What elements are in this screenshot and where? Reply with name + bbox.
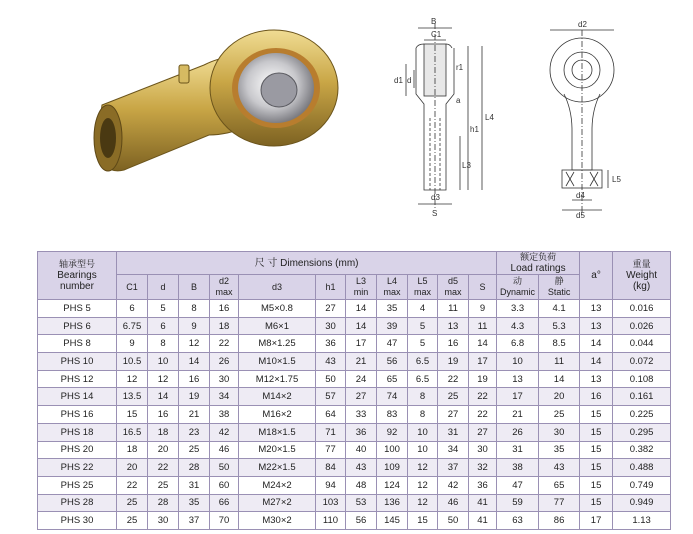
cell-l3: 21 [346,353,377,371]
cell-dynamic: 59 [497,494,539,512]
cell-l5: 6.5 [408,370,438,388]
cell-d2: 30 [210,370,239,388]
cell-d2: 42 [210,423,239,441]
cell-s: 22 [469,388,497,406]
cell-l4: 109 [377,459,408,477]
cell-d: 20 [148,441,179,459]
cell-angle: 16 [580,388,613,406]
cell-s: 14 [469,335,497,353]
l5-label: L5 [417,276,428,286]
cell-weight: 0.072 [613,353,671,371]
l4-label: L4 [386,276,397,286]
l4-header [377,275,408,300]
cell-c1: 15 [117,406,148,424]
cell-l4: 136 [377,494,408,512]
cell-weight: 0.749 [613,476,671,494]
cell-model: PHS 5 [38,300,117,318]
cell-c1: 22 [117,476,148,494]
cell-s: 41 [469,512,497,530]
cell-s: 22 [469,406,497,424]
cell-d5: 22 [438,370,469,388]
cell-s: 36 [469,476,497,494]
cell-c1: 16.5 [117,423,148,441]
cell-b: 35 [179,494,210,512]
load-ratings-header [497,252,580,275]
cell-d2: 34 [210,388,239,406]
d2-header [210,275,239,300]
cell-d3: M8×1.25 [239,335,316,353]
cell-b: 8 [179,300,210,318]
dim-r1-label: r1 [456,63,464,72]
cell-dynamic: 6.8 [497,335,539,353]
cell-l3: 33 [346,406,377,424]
static-cn-label: 静 [554,276,564,286]
cell-static: 14 [539,370,580,388]
cell-weight: 1.13 [613,512,671,530]
load-en-label: Load ratings [510,263,566,274]
cell-h1: 84 [316,459,346,477]
table-row [38,406,671,424]
cell-static: 77 [539,494,580,512]
cell-dynamic: 26 [497,423,539,441]
cell-angle: 15 [580,441,613,459]
cell-angle: 15 [580,406,613,424]
dim-d-label: d [407,76,412,85]
c1-header: C1 [117,275,148,300]
d2-max-label: max [215,287,233,297]
cell-b: 31 [179,476,210,494]
table-row [38,441,671,459]
cell-d: 12 [148,370,179,388]
cell-d2: 60 [210,476,239,494]
cell-weight: 0.161 [613,388,671,406]
cell-l5: 8 [408,406,438,424]
front-drawing [536,20,636,220]
cell-angle: 14 [580,353,613,371]
cell-d5: 19 [438,353,469,371]
cell-d: 8 [148,335,179,353]
cell-d2: 46 [210,441,239,459]
dim-S-label: S [432,209,438,218]
d5-header [438,275,469,300]
cell-l3: 17 [346,335,377,353]
cell-s: 27 [469,423,497,441]
cell-dynamic: 4.3 [497,317,539,335]
cell-model: PHS 10 [38,353,117,371]
cell-static: 86 [539,512,580,530]
angle-header: a° [580,252,613,300]
d2-label: d2 [218,276,229,286]
cell-weight: 0.225 [613,406,671,424]
cell-s: 19 [469,370,497,388]
cell-dynamic: 13 [497,370,539,388]
cell-angle: 15 [580,476,613,494]
cell-model: PHS 30 [38,512,117,530]
cell-c1: 13.5 [117,388,148,406]
cell-d3: M20×1.5 [239,441,316,459]
cell-d5: 46 [438,494,469,512]
cell-l5: 5 [408,335,438,353]
cell-l5: 12 [408,494,438,512]
d5-label: d5 [447,276,458,286]
cell-l4: 65 [377,370,408,388]
cell-d: 14 [148,388,179,406]
load-cn-label: 额定负荷 [520,252,557,262]
cell-b: 25 [179,441,210,459]
dim-d2-label: d2 [578,20,587,29]
cell-h1: 50 [316,370,346,388]
cell-weight: 0.295 [613,423,671,441]
specification-table-body [38,300,671,530]
dim-d4-label: d4 [576,191,585,200]
cell-l5: 10 [408,423,438,441]
cell-h1: 27 [316,300,346,318]
cell-weight: 0.108 [613,370,671,388]
cell-d: 10 [148,353,179,371]
l3-min-label: min [353,287,369,297]
cell-angle: 13 [580,317,613,335]
cell-l4: 74 [377,388,408,406]
weight-unit-label: (kg) [632,281,651,292]
table-row [38,370,671,388]
cell-d5: 31 [438,423,469,441]
cell-d2: 70 [210,512,239,530]
cell-d: 30 [148,512,179,530]
cell-d5: 34 [438,441,469,459]
section-drawing [390,8,500,223]
cell-angle: 13 [580,300,613,318]
cell-l4: 124 [377,476,408,494]
cell-weight: 0.488 [613,459,671,477]
cell-l4: 92 [377,423,408,441]
cell-l4: 56 [377,353,408,371]
specification-table [37,251,671,530]
cell-l5: 8 [408,388,438,406]
table-row [38,512,671,530]
cell-c1: 10.5 [117,353,148,371]
table-row [38,353,671,371]
dimensions-header: 尺 寸 Dimensions (mm) [117,252,497,275]
cell-d: 5 [148,300,179,318]
cell-s: 17 [469,353,497,371]
cell-h1: 110 [316,512,346,530]
dim-d1-label: d1 [394,76,403,85]
cell-d: 25 [148,476,179,494]
bearings-en-label: Bearings [57,270,97,281]
cell-d3: M12×1.75 [239,370,316,388]
rod-end-bearing-photo [84,10,344,185]
cell-static: 43 [539,459,580,477]
cell-weight: 0.949 [613,494,671,512]
cell-d3: M24×2 [239,476,316,494]
cell-d3: M27×2 [239,494,316,512]
cell-d3: M22×1.5 [239,459,316,477]
s-header: S [469,275,497,300]
dynamic-cn-label: 动 [513,276,523,286]
cell-static: 8.5 [539,335,580,353]
cell-d5: 16 [438,335,469,353]
cell-c1: 20 [117,459,148,477]
cell-d2: 16 [210,300,239,318]
cell-d5: 27 [438,406,469,424]
cell-l5: 5 [408,317,438,335]
cell-h1: 57 [316,388,346,406]
cell-d5: 50 [438,512,469,530]
d5-max-label: max [444,287,462,297]
cell-s: 11 [469,317,497,335]
l3-label: L3 [355,276,366,286]
cell-l3: 14 [346,300,377,318]
cell-b: 28 [179,459,210,477]
cell-h1: 64 [316,406,346,424]
cell-model: PHS 28 [38,494,117,512]
cell-model: PHS 18 [38,423,117,441]
cell-l3: 53 [346,494,377,512]
cell-weight: 0.382 [613,441,671,459]
cell-h1: 36 [316,335,346,353]
cell-dynamic: 38 [497,459,539,477]
cell-d2: 22 [210,335,239,353]
cell-l3: 27 [346,388,377,406]
cell-b: 19 [179,388,210,406]
cell-c1: 25 [117,512,148,530]
weight-cn-label: 重量 [632,259,651,269]
static-header [539,275,580,300]
cell-d: 16 [148,406,179,424]
dynamic-header [497,275,539,300]
cell-weight: 0.016 [613,300,671,318]
cell-h1: 77 [316,441,346,459]
table-row [38,476,671,494]
table-row [38,300,671,318]
cell-d: 18 [148,423,179,441]
cell-l5: 12 [408,459,438,477]
l4-max-label: max [383,287,401,297]
cell-static: 25 [539,406,580,424]
table-row [38,459,671,477]
dim-h1-label: h1 [470,125,479,134]
cell-model: PHS 20 [38,441,117,459]
cell-h1: 71 [316,423,346,441]
cell-angle: 15 [580,459,613,477]
table-row [38,335,671,353]
cell-dynamic: 3.3 [497,300,539,318]
dynamic-en-label: Dynamic [500,287,536,297]
cell-static: 35 [539,441,580,459]
cell-s: 41 [469,494,497,512]
cell-weight: 0.044 [613,335,671,353]
cell-model: PHS 8 [38,335,117,353]
cell-l4: 83 [377,406,408,424]
d-header: d [148,275,179,300]
cell-l5: 6.5 [408,353,438,371]
table-row [38,388,671,406]
cell-d5: 25 [438,388,469,406]
bearings-cn-label: 轴承型号 [58,259,95,269]
cell-d3: M6×1 [239,317,316,335]
cell-d5: 13 [438,317,469,335]
cell-dynamic: 21 [497,406,539,424]
cell-d: 22 [148,459,179,477]
cell-static: 5.3 [539,317,580,335]
cell-b: 21 [179,406,210,424]
cell-l5: 12 [408,476,438,494]
dim-a-label: a [456,96,461,105]
cell-b: 12 [179,335,210,353]
cell-angle: 15 [580,423,613,441]
cell-l4: 39 [377,317,408,335]
cell-d3: M14×2 [239,388,316,406]
cell-static: 11 [539,353,580,371]
weight-en-label: Weight [626,270,658,281]
cell-c1: 12 [117,370,148,388]
cell-model: PHS 14 [38,388,117,406]
cell-d3: M5×0.8 [239,300,316,318]
static-en-label: Static [547,287,571,297]
cell-l4: 145 [377,512,408,530]
l3-header [346,275,377,300]
cell-static: 20 [539,388,580,406]
cell-s: 32 [469,459,497,477]
weight-header [613,252,671,300]
l5-header [408,275,438,300]
cell-l3: 24 [346,370,377,388]
cell-b: 23 [179,423,210,441]
cell-l5: 15 [408,512,438,530]
dim-L3-label: L3 [462,161,471,170]
cell-d2: 26 [210,353,239,371]
number-en-label: number [60,281,94,292]
cell-c1: 18 [117,441,148,459]
cell-dynamic: 10 [497,353,539,371]
cell-d2: 18 [210,317,239,335]
cell-static: 4.1 [539,300,580,318]
cell-model: PHS 25 [38,476,117,494]
b-header: B [179,275,210,300]
cell-model: PHS 16 [38,406,117,424]
dim-C1-label: C1 [431,30,442,39]
cell-weight: 0.026 [613,317,671,335]
cell-l3: 43 [346,459,377,477]
cell-d: 6 [148,317,179,335]
cell-dynamic: 47 [497,476,539,494]
cell-d: 28 [148,494,179,512]
cell-model: PHS 6 [38,317,117,335]
cell-c1: 25 [117,494,148,512]
cell-d3: M30×2 [239,512,316,530]
cell-c1: 6 [117,300,148,318]
cell-d3: M10×1.5 [239,353,316,371]
h1-header: h1 [316,275,346,300]
table-row [38,494,671,512]
cell-l3: 56 [346,512,377,530]
cell-d2: 50 [210,459,239,477]
cell-s: 9 [469,300,497,318]
cell-h1: 30 [316,317,346,335]
cell-d5: 37 [438,459,469,477]
cell-c1: 9 [117,335,148,353]
table-row [38,423,671,441]
cell-l4: 47 [377,335,408,353]
dim-L4-label: L4 [485,113,494,122]
dim-d3-label: d3 [431,193,440,202]
cell-angle: 15 [580,494,613,512]
cell-b: 14 [179,353,210,371]
cell-l3: 40 [346,441,377,459]
dim-d5-label: d5 [576,211,585,220]
cell-l5: 10 [408,441,438,459]
cell-c1: 6.75 [117,317,148,335]
cell-h1: 103 [316,494,346,512]
d3-header: d3 [239,275,316,300]
cell-d5: 42 [438,476,469,494]
cell-model: PHS 12 [38,370,117,388]
cell-model: PHS 22 [38,459,117,477]
cell-d5: 11 [438,300,469,318]
l5-max-label: max [413,287,431,297]
cell-h1: 43 [316,353,346,371]
cell-d3: M16×2 [239,406,316,424]
cell-d3: M18×1.5 [239,423,316,441]
cell-dynamic: 17 [497,388,539,406]
cell-angle: 17 [580,512,613,530]
dim-B-label: B [431,17,437,26]
cell-b: 16 [179,370,210,388]
cell-h1: 94 [316,476,346,494]
table-row [38,317,671,335]
bearings-number-header [38,252,117,300]
cell-d2: 38 [210,406,239,424]
cell-l4: 35 [377,300,408,318]
cell-dynamic: 63 [497,512,539,530]
cell-angle: 13 [580,370,613,388]
cell-d2: 66 [210,494,239,512]
cell-angle: 14 [580,335,613,353]
cell-s: 30 [469,441,497,459]
cell-b: 37 [179,512,210,530]
cell-l3: 48 [346,476,377,494]
cell-dynamic: 31 [497,441,539,459]
cell-static: 30 [539,423,580,441]
cell-l3: 36 [346,423,377,441]
cell-l5: 4 [408,300,438,318]
cell-static: 65 [539,476,580,494]
cell-l3: 14 [346,317,377,335]
cell-l4: 100 [377,441,408,459]
dim-L5-label: L5 [612,175,621,184]
cell-b: 9 [179,317,210,335]
